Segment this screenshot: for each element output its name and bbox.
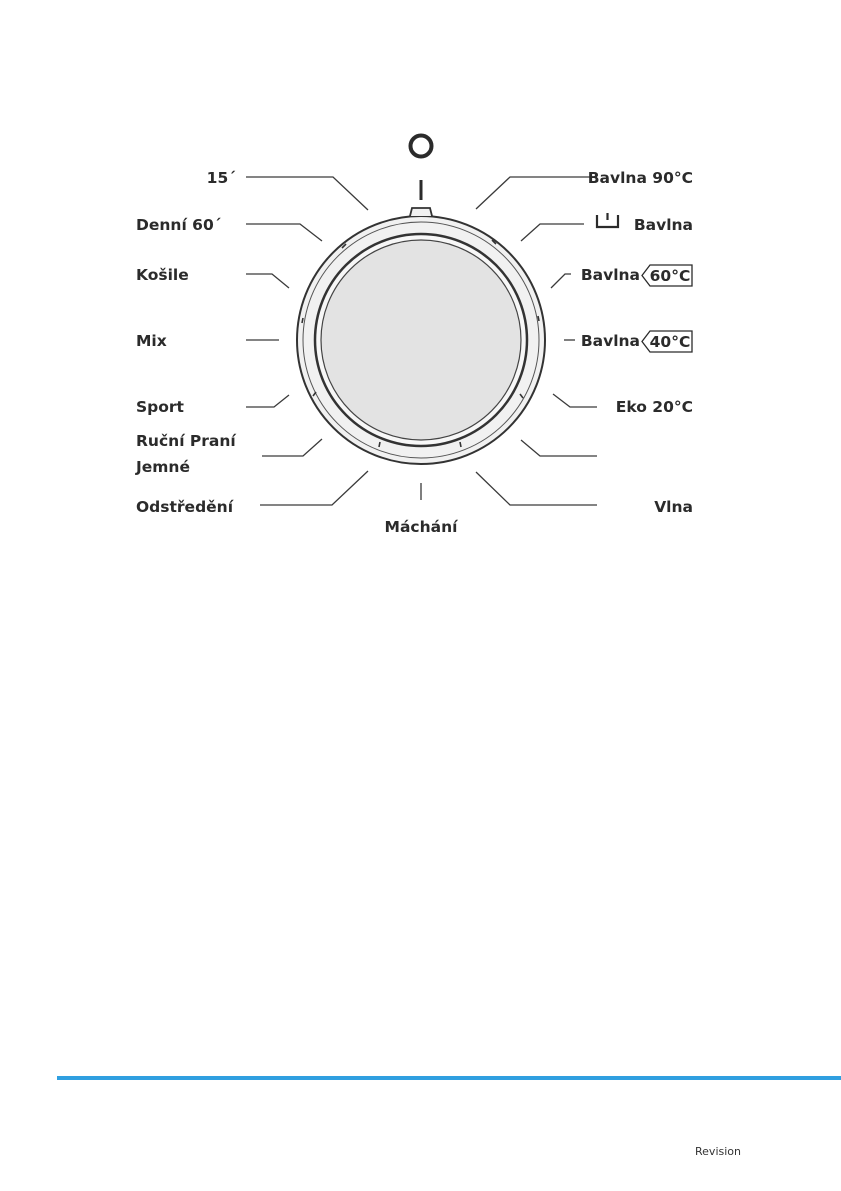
program-label-bavlna-40-temp: 40°C [649, 333, 691, 351]
program-label-denni-60: Denní 60´ [136, 216, 222, 234]
program-label-bavlna-90: Bavlna 90°C [587, 169, 693, 187]
program-label-15min: 15´ [206, 169, 236, 187]
program-label-eko-20: Eko 20°C [615, 398, 693, 416]
program-label-odstredeni: Odstředění [136, 498, 234, 516]
program-label-bavlna: Bavlna [633, 216, 693, 234]
program-label-bavlna-eco [597, 213, 693, 234]
footer-revision: Revision [695, 1145, 741, 1158]
program-label-bavlna-40-name: Bavlna [580, 332, 640, 350]
program-label-bavlna-60 [581, 265, 692, 286]
footer-rule [57, 1076, 841, 1080]
program-label-vlna: Vlna [654, 498, 693, 516]
program-label-mix: Mix [136, 332, 167, 350]
knob-pointer-tab [410, 208, 432, 216]
program-label-machani: Máchání [384, 518, 458, 536]
program-label-bavlna-60-temp: 60°C [649, 267, 691, 285]
program-label-kosile: Košile [136, 266, 189, 284]
program-label-jemne: Jemné [136, 458, 190, 476]
program-label-bavlna-60-name: Bavlna [580, 266, 640, 284]
program-label-bavlna-40 [581, 331, 692, 352]
off-symbol-icon [411, 136, 432, 157]
program-knob[interactable] [297, 208, 545, 464]
program-label-sport: Sport [136, 398, 184, 416]
program-label-rucni-prani: Ruční Praní [136, 432, 236, 450]
knob-face [321, 240, 521, 440]
